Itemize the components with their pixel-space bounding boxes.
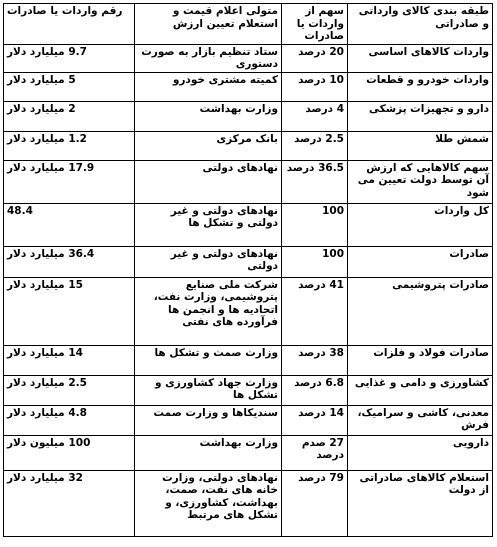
cell-amount (4, 44, 135, 72)
cell-amount-text: 36.4 میلیارد دلار (7, 247, 95, 260)
cell-authority: وزارت بهداشت (135, 435, 282, 470)
cell-category: کل واردات (348, 203, 493, 246)
cell-category: کشاورزی و دامی و غذایی (348, 375, 493, 405)
cell-share: 38 درصد (282, 345, 348, 375)
header-share: سهم از واردات یا صادرات (282, 4, 348, 45)
cell-amount-text: 15 میلیارد دلار (7, 278, 83, 291)
header-authority: متولی اعلام قیمت و استعلام تعیین ارزش (135, 4, 282, 45)
cell-amount-text: 4.8 میلیارد دلار (7, 406, 87, 419)
cell-share: 14 درصد (282, 405, 348, 435)
cell-authority: نهادهای دولتی و غیر دولتی (135, 246, 282, 277)
cell-authority: وزارت جهاد کشاورزی و تشکل ها (135, 375, 282, 405)
cell-share: 4 درصد (282, 101, 348, 131)
table-row (4, 246, 493, 277)
cell-amount (4, 203, 135, 246)
cell-share: 79 درصد (282, 470, 348, 536)
cell-category: واردات کالاهای اساسی (348, 44, 493, 72)
table-row (4, 72, 493, 101)
cell-amount-text: 2.5 میلیارد دلار (7, 376, 87, 389)
table-row (4, 203, 493, 246)
cell-amount (4, 160, 135, 203)
cell-share: 10 درصد (282, 72, 348, 101)
cell-authority: شرکت ملی صنایع پتروشیمی، وزارت نفت، اتحادیه ها و انجمن ها فرآورده های نفتی (135, 277, 282, 345)
table-row (4, 160, 493, 203)
table-row (4, 277, 493, 345)
cell-authority: وزارت بهداشت (135, 101, 282, 131)
cell-authority: وزارت صمت و تشکل ها (135, 345, 282, 375)
cell-category: صادرات فولاد و فلزات (348, 345, 493, 375)
cell-share: 2.5 درصد (282, 131, 348, 160)
header-amount: رقم واردات یا صادرات (4, 4, 135, 45)
cell-amount-text: 32 میلیارد دلار (7, 471, 83, 484)
cell-amount (4, 345, 135, 375)
cell-share: 41 درصد (282, 277, 348, 345)
cell-amount (4, 375, 135, 405)
table-row (4, 375, 493, 405)
table-row (4, 470, 493, 536)
cell-amount-text: 100 میلیون دلار (7, 436, 91, 449)
cell-authority: ستاد تنظیم بازار به صورت دستوری (135, 44, 282, 72)
cell-amount (4, 405, 135, 435)
header-category: طبقه بندی کالای وارداتی و صادراتی (348, 4, 493, 45)
cell-category: معدنی، کاشی و سرامیک، فرش (348, 405, 493, 435)
cell-share: 36.5 درصد (282, 160, 348, 203)
cell-amount-text: 48.4 (7, 204, 33, 217)
cell-amount (4, 72, 135, 101)
table-row (4, 44, 493, 72)
cell-share: 100 (282, 203, 348, 246)
cell-share: 6.8 درصد (282, 375, 348, 405)
cell-share: 20 درصد (282, 44, 348, 72)
table-row (4, 101, 493, 131)
table-row (4, 405, 493, 435)
cell-category: سهم کالاهایی که ارزش آن توسط دولت تعیین می شود (348, 160, 493, 203)
cell-authority: کمیته مشتری خودرو (135, 72, 282, 101)
cell-amount (4, 131, 135, 160)
cell-amount (4, 435, 135, 470)
table-row (4, 435, 493, 470)
cell-amount (4, 101, 135, 131)
cell-share: 100 (282, 246, 348, 277)
data-table (3, 3, 493, 537)
table-row (4, 131, 493, 160)
cell-category: واردات خودرو و قطعات (348, 72, 493, 101)
cell-amount-text: 2 میلیارد دلار (7, 102, 76, 115)
cell-amount (4, 277, 135, 345)
cell-amount-text: 17.9 میلیارد دلار (7, 161, 95, 174)
cell-amount-text: 5 میلیارد دلار (7, 73, 76, 86)
cell-category: دارو و تجهیزات پزشکی (348, 101, 493, 131)
cell-authority: نهادهای دولتی، وزارت خانه های نفت، صمت، بهداشت، کشاورزی، و تشکل های مرتبط (135, 470, 282, 536)
cell-category: شمش طلا (348, 131, 493, 160)
cell-amount-text: 1.2 میلیارد دلار (7, 132, 87, 145)
cell-authority: نهادهای دولتی و غیر دولتی و تشکل ها (135, 203, 282, 246)
table-row (4, 345, 493, 375)
cell-amount-text: 9.7 میلیارد دلار (7, 45, 87, 58)
header-row (4, 4, 493, 45)
cell-category: دارویی (348, 435, 493, 470)
cell-amount (4, 246, 135, 277)
cell-amount-text: 14 میلیارد دلار (7, 346, 83, 359)
cell-category: صادرات (348, 246, 493, 277)
cell-authority: سندیکاها و وزارت صمت (135, 405, 282, 435)
cell-category: استعلام کالاهای صادراتی از دولت (348, 470, 493, 536)
cell-authority: بانک مرکزی (135, 131, 282, 160)
cell-authority: نهادهای دولتی (135, 160, 282, 203)
cell-amount (4, 470, 135, 536)
cell-category: صادرات پتروشیمی (348, 277, 493, 345)
cell-share: 27 صدم درصد (282, 435, 348, 470)
